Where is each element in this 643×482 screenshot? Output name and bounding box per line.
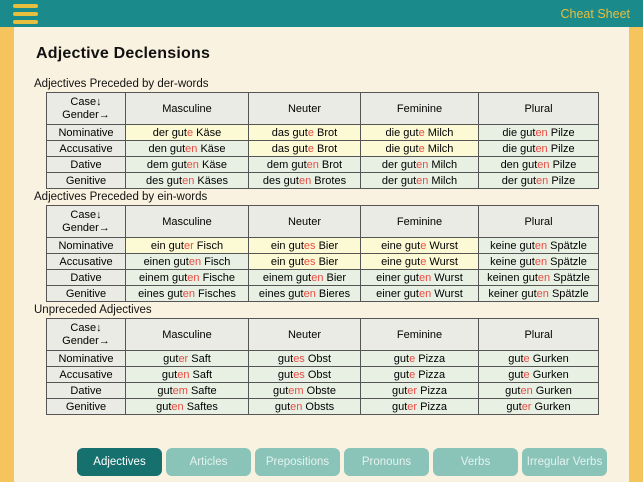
declension-cell: dem guten Käse xyxy=(126,157,249,173)
column-header: Plural xyxy=(479,319,599,351)
declension-cell: ein gutes Bier xyxy=(249,238,361,254)
column-header: Masculine xyxy=(126,206,249,238)
declension-cell: ein guter Fisch xyxy=(126,238,249,254)
ending-highlight: es xyxy=(303,239,316,252)
column-header: Plural xyxy=(479,93,599,125)
declension-cell: eines guten Bieres xyxy=(249,286,361,302)
ending-highlight: en xyxy=(298,174,312,187)
page-title: Adjective Declensions xyxy=(36,45,211,62)
declension-cell: die guten Pilze xyxy=(479,141,599,157)
ending-highlight: en xyxy=(416,158,429,171)
nav-button-pronouns[interactable]: Pronouns xyxy=(344,448,429,476)
ending-highlight: er xyxy=(183,239,194,252)
ending-highlight: er xyxy=(407,400,418,413)
declension-cell: der gute Käse xyxy=(126,125,249,141)
ending-highlight: em xyxy=(288,384,304,397)
case-row-header: Dative xyxy=(47,383,126,399)
ending-highlight: e xyxy=(409,352,416,365)
declension-cell: eines guten Fisches xyxy=(126,286,249,302)
nav-button-irregular-verbs[interactable]: Irregular Verbs xyxy=(522,448,607,476)
table-row xyxy=(47,286,599,302)
case-row-header: Nominative xyxy=(47,238,126,254)
ending-highlight: em xyxy=(172,384,188,397)
case-row-header: Genitive xyxy=(47,399,126,415)
declension-cell: das gute Brot xyxy=(249,125,361,141)
declension-cell: gute Gurken xyxy=(479,351,599,367)
declension-cell: der guten Milch xyxy=(361,157,479,173)
nav-button-articles[interactable]: Articles xyxy=(166,448,251,476)
ending-highlight: en xyxy=(188,255,202,268)
ending-highlight: e xyxy=(523,352,530,365)
ending-highlight: en xyxy=(418,271,432,284)
declension-cell: eine gute Wurst xyxy=(361,238,479,254)
ending-highlight: en xyxy=(536,174,549,187)
declension-cell: gute Gurken xyxy=(479,367,599,383)
ending-highlight: er xyxy=(521,400,532,413)
declension-cell: die gute Milch xyxy=(361,125,479,141)
ending-highlight: en xyxy=(182,287,195,300)
declension-cell: einer guten Wurst xyxy=(361,270,479,286)
table-row xyxy=(47,141,599,157)
declension-cell: einen guten Fisch xyxy=(126,254,249,270)
table-row xyxy=(47,238,599,254)
ending-highlight: es xyxy=(293,352,305,365)
ending-highlight: e xyxy=(420,255,427,268)
declension-cell: des guten Käses xyxy=(126,173,249,189)
case-row-header: Dative xyxy=(47,270,126,286)
top-bar xyxy=(0,0,643,27)
ending-highlight: en xyxy=(290,400,303,413)
ending-highlight: e xyxy=(307,126,314,139)
column-header: Plural xyxy=(479,206,599,238)
case-row-header: Dative xyxy=(47,157,126,173)
declension-cell: gute Pizza xyxy=(361,367,479,383)
ending-highlight: er xyxy=(178,352,189,365)
case-row-header: Accusative xyxy=(47,141,126,157)
declension-cell: die guten Pilze xyxy=(479,125,599,141)
declension-cell: der guten Milch xyxy=(361,173,479,189)
topbar-title: Cheat Sheet xyxy=(560,6,630,21)
declension-cell: guter Saft xyxy=(126,351,249,367)
ending-highlight: en xyxy=(186,158,199,171)
corner-header: Case↓ Gender→ xyxy=(47,93,126,125)
case-row-header: Genitive xyxy=(47,286,126,302)
section-label: Adjectives Preceded by ein-words xyxy=(34,191,208,203)
column-header: Feminine xyxy=(361,93,479,125)
declension-cell: guten Obsts xyxy=(249,399,361,415)
case-row-header: Nominative xyxy=(47,125,126,141)
declension-cell: die gute Milch xyxy=(361,141,479,157)
ending-highlight: en xyxy=(182,174,195,187)
table-row xyxy=(47,383,599,399)
ending-highlight: e xyxy=(523,368,530,381)
declension-table xyxy=(46,92,599,189)
column-header: Neuter xyxy=(249,206,361,238)
declension-cell: des guten Brotes xyxy=(249,173,361,189)
table-row xyxy=(47,173,599,189)
ending-highlight: e xyxy=(420,239,427,252)
declension-cell: guten Saft xyxy=(126,367,249,383)
declension-cell: guter Pizza xyxy=(361,383,479,399)
ending-highlight: en xyxy=(177,368,190,381)
table-row xyxy=(47,254,599,270)
declension-cell: guten Gurken xyxy=(479,383,599,399)
nav-button-verbs[interactable]: Verbs xyxy=(433,448,518,476)
section-label: Adjectives Preceded by der-words xyxy=(34,78,209,90)
declension-table xyxy=(46,205,599,302)
ending-highlight: e xyxy=(186,126,194,139)
nav-button-adjectives[interactable]: Adjectives xyxy=(77,448,162,476)
column-header: Neuter xyxy=(249,93,361,125)
declension-cell: den guten Pilze xyxy=(479,157,599,173)
ending-highlight: es xyxy=(293,368,305,381)
ending-highlight: en xyxy=(520,384,533,397)
column-header: Feminine xyxy=(361,319,479,351)
tables-container xyxy=(33,78,629,415)
declension-cell: ein gutes Bier xyxy=(249,254,361,270)
declension-cell: gutes Obst xyxy=(249,351,361,367)
case-row-header: Accusative xyxy=(47,254,126,270)
hamburger-menu-icon[interactable] xyxy=(13,4,38,24)
declension-cell: guter Gurken xyxy=(479,399,599,415)
declension-cell: einer guten Wurst xyxy=(361,286,479,302)
ending-highlight: er xyxy=(407,384,418,397)
column-header: Feminine xyxy=(361,206,479,238)
column-header: Masculine xyxy=(126,93,249,125)
table-row xyxy=(47,367,599,383)
declension-cell: keinen guten Spätzle xyxy=(479,270,599,286)
ending-highlight: en xyxy=(306,158,319,171)
ending-highlight: en xyxy=(185,142,198,155)
ending-highlight: es xyxy=(303,255,316,268)
case-row-header: Nominative xyxy=(47,351,126,367)
table-row xyxy=(47,270,599,286)
bottom-nav xyxy=(77,448,629,476)
declension-cell: einem guten Fische xyxy=(126,270,249,286)
case-row-header: Accusative xyxy=(47,367,126,383)
declension-cell: dem guten Brot xyxy=(249,157,361,173)
corner-header: Case↓ Gender→ xyxy=(47,206,126,238)
declension-cell: guter Pizza xyxy=(361,399,479,415)
declension-cell: gutem Safte xyxy=(126,383,249,399)
ending-highlight: en xyxy=(536,287,549,300)
declension-cell: einem guten Bier xyxy=(249,270,361,286)
nav-button-prepositions[interactable]: Prepositions xyxy=(255,448,340,476)
ending-highlight: en xyxy=(534,239,548,252)
declension-cell: den guten Käse xyxy=(126,141,249,157)
column-header: Masculine xyxy=(126,319,249,351)
declension-cell: eine gute Wurst xyxy=(361,254,479,270)
ending-highlight: e xyxy=(307,142,314,155)
ending-highlight: en xyxy=(537,271,551,284)
ending-highlight: en xyxy=(187,271,200,284)
table-row xyxy=(47,157,599,173)
ending-highlight: en xyxy=(416,174,429,187)
ending-highlight: en xyxy=(535,142,548,155)
declension-cell: guten Saftes xyxy=(126,399,249,415)
declension-cell: keine guten Spätzle xyxy=(479,254,599,270)
table-row xyxy=(47,399,599,415)
ending-highlight: e xyxy=(409,368,416,381)
ending-highlight: e xyxy=(418,142,425,155)
declension-cell: keiner guten Spätzle xyxy=(479,286,599,302)
content-frame xyxy=(0,27,643,482)
case-row-header: Genitive xyxy=(47,173,126,189)
table-row xyxy=(47,125,599,141)
ending-highlight: e xyxy=(418,126,425,139)
ending-highlight: en xyxy=(303,287,316,300)
corner-header: Case↓ Gender→ xyxy=(47,319,126,351)
declension-table xyxy=(46,318,599,415)
section-label: Unpreceded Adjectives xyxy=(34,304,152,316)
declension-cell: der guten Pilze xyxy=(479,173,599,189)
declension-cell: gutem Obste xyxy=(249,383,361,399)
declension-cell: gute Pizza xyxy=(361,351,479,367)
column-header: Neuter xyxy=(249,319,361,351)
ending-highlight: en xyxy=(311,271,324,284)
ending-highlight: en xyxy=(418,287,432,300)
ending-highlight: en xyxy=(171,400,184,413)
table-row xyxy=(47,351,599,367)
ending-highlight: en xyxy=(535,126,548,139)
ending-highlight: en xyxy=(537,158,550,171)
ending-highlight: en xyxy=(534,255,548,268)
declension-cell: gutes Obst xyxy=(249,367,361,383)
declension-cell: keine guten Spätzle xyxy=(479,238,599,254)
declension-cell: das gute Brot xyxy=(249,141,361,157)
